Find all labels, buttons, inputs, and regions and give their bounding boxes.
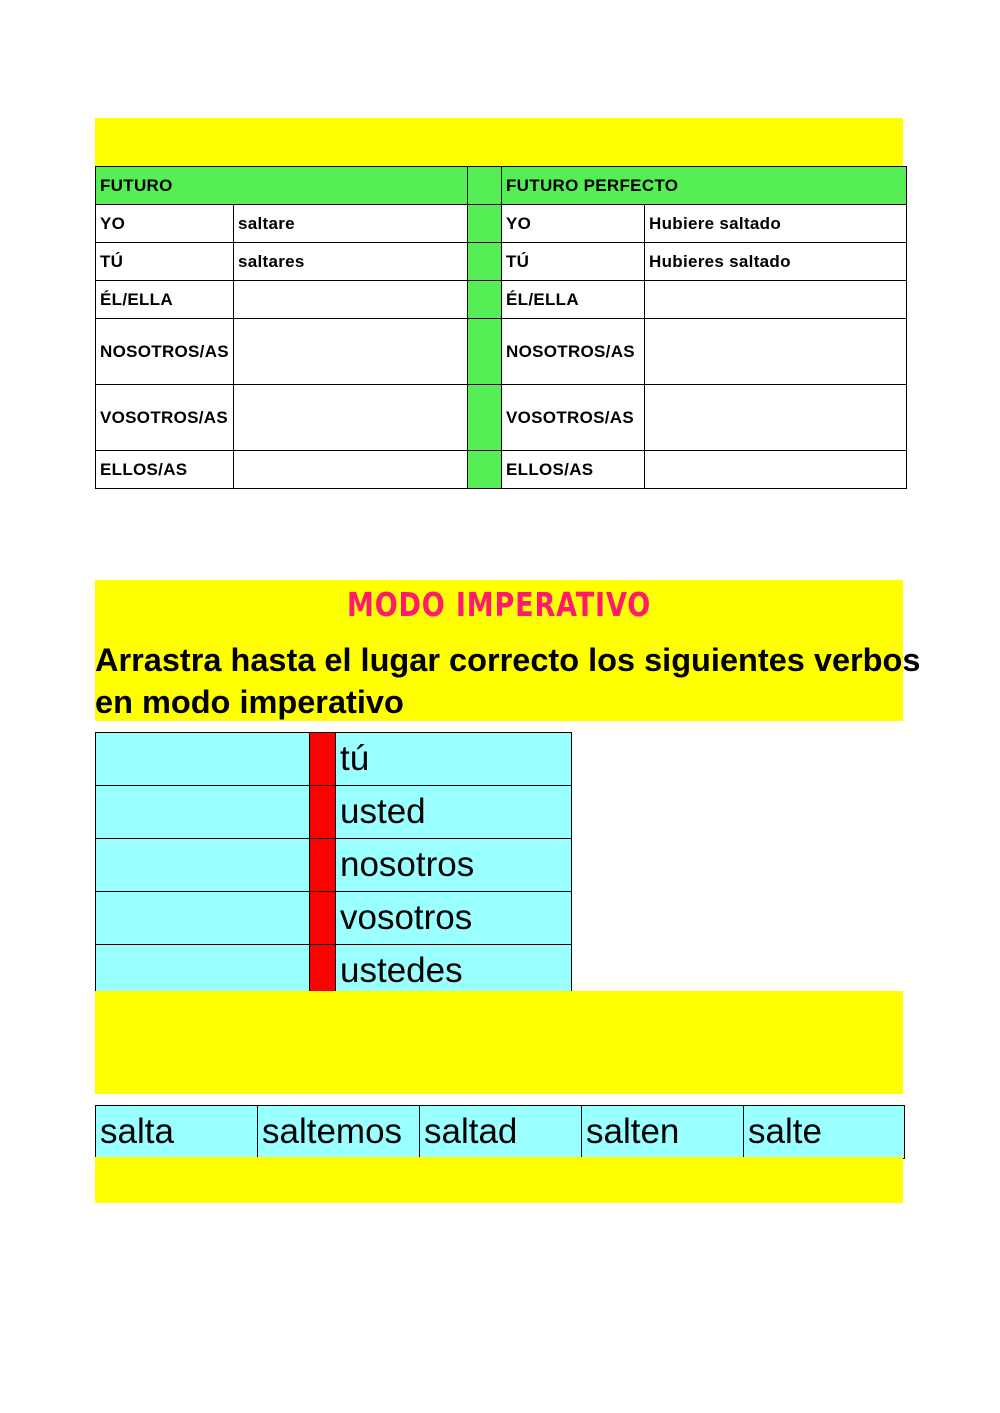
drop-zone[interactable] — [96, 839, 310, 892]
verb-form-cell[interactable] — [234, 451, 468, 489]
top-yellow-banner — [95, 118, 903, 166]
pronoun-cell: ELLOS/AS — [96, 451, 234, 489]
draggable-word[interactable]: saltemos — [258, 1106, 420, 1159]
futuro-conjugation-table — [95, 166, 907, 489]
draggable-word[interactable]: saltad — [420, 1106, 582, 1159]
pronoun-cell: YO — [96, 205, 234, 243]
table-row — [96, 319, 907, 385]
verb-form-cell[interactable]: Hubieres saltado — [645, 243, 907, 281]
verb-form-cell[interactable] — [234, 319, 468, 385]
pronoun-label: nosotros — [336, 839, 572, 892]
red-marker — [310, 839, 336, 892]
red-marker — [310, 892, 336, 945]
verb-form-cell[interactable]: saltares — [234, 243, 468, 281]
spacer-cell — [468, 385, 502, 451]
verb-form-cell[interactable] — [645, 281, 907, 319]
table-row — [96, 281, 907, 319]
drop-zone[interactable] — [96, 892, 310, 945]
verb-form-cell[interactable]: saltare — [234, 205, 468, 243]
pronoun-cell: VOSOTROS/AS — [96, 385, 234, 451]
spacer-cell — [468, 319, 502, 385]
spacer-cell — [468, 167, 502, 205]
futuro-perfecto-header: FUTURO PERFECTO — [502, 167, 907, 205]
drop-zone[interactable] — [96, 786, 310, 839]
word-bank-row — [96, 1106, 905, 1159]
pronoun-label: vosotros — [336, 892, 572, 945]
word-bank — [95, 1105, 905, 1159]
verb-form-cell[interactable]: Hubiere saltado — [645, 205, 907, 243]
spacer-cell — [468, 243, 502, 281]
table-row — [96, 945, 572, 998]
table-row — [96, 243, 907, 281]
spacer-cell — [468, 205, 502, 243]
draggable-word[interactable]: salte — [744, 1106, 905, 1159]
middle-yellow-block — [95, 991, 903, 1094]
pronoun-cell: TÚ — [96, 243, 234, 281]
verb-form-cell[interactable] — [645, 451, 907, 489]
spacer-cell — [468, 281, 502, 319]
draggable-word[interactable]: salta — [96, 1106, 258, 1159]
instruction-text: Arrastra hasta el lugar correcto los siguientes verbos en modo imperativo — [95, 642, 921, 720]
pronoun-cell: YO — [502, 205, 645, 243]
drop-zone[interactable] — [96, 945, 310, 998]
bottom-yellow-strip — [95, 1157, 903, 1203]
red-marker — [310, 945, 336, 998]
pronoun-cell: TÚ — [502, 243, 645, 281]
draggable-word[interactable]: salten — [582, 1106, 744, 1159]
table-row — [96, 786, 572, 839]
pronoun-cell: ÉL/ELLA — [502, 281, 645, 319]
table-row — [96, 385, 907, 451]
table-row — [96, 892, 572, 945]
futuro-header: FUTURO — [96, 167, 468, 205]
verb-form-cell[interactable] — [234, 281, 468, 319]
table-row — [96, 451, 907, 489]
drop-zone[interactable] — [96, 733, 310, 786]
spacer-cell — [468, 451, 502, 489]
pronoun-cell: ELLOS/AS — [502, 451, 645, 489]
verb-form-cell[interactable] — [645, 319, 907, 385]
table-row — [96, 839, 572, 892]
verb-form-cell[interactable] — [234, 385, 468, 451]
pronoun-label: ustedes — [336, 945, 572, 998]
red-marker — [310, 733, 336, 786]
verb-form-cell[interactable] — [645, 385, 907, 451]
pronoun-cell: VOSOTROS/AS — [502, 385, 645, 451]
table-header-row — [96, 167, 907, 205]
red-marker — [310, 786, 336, 839]
table-row — [96, 733, 572, 786]
pronoun-cell: NOSOTROS/AS — [502, 319, 645, 385]
pronoun-label: usted — [336, 786, 572, 839]
pronoun-label: tú — [336, 733, 572, 786]
pronoun-cell: ÉL/ELLA — [96, 281, 234, 319]
imperativo-title: MODO IMPERATIVO — [346, 585, 652, 624]
pronoun-cell: NOSOTROS/AS — [96, 319, 234, 385]
table-row — [96, 205, 907, 243]
imperativo-drop-table — [95, 732, 572, 998]
